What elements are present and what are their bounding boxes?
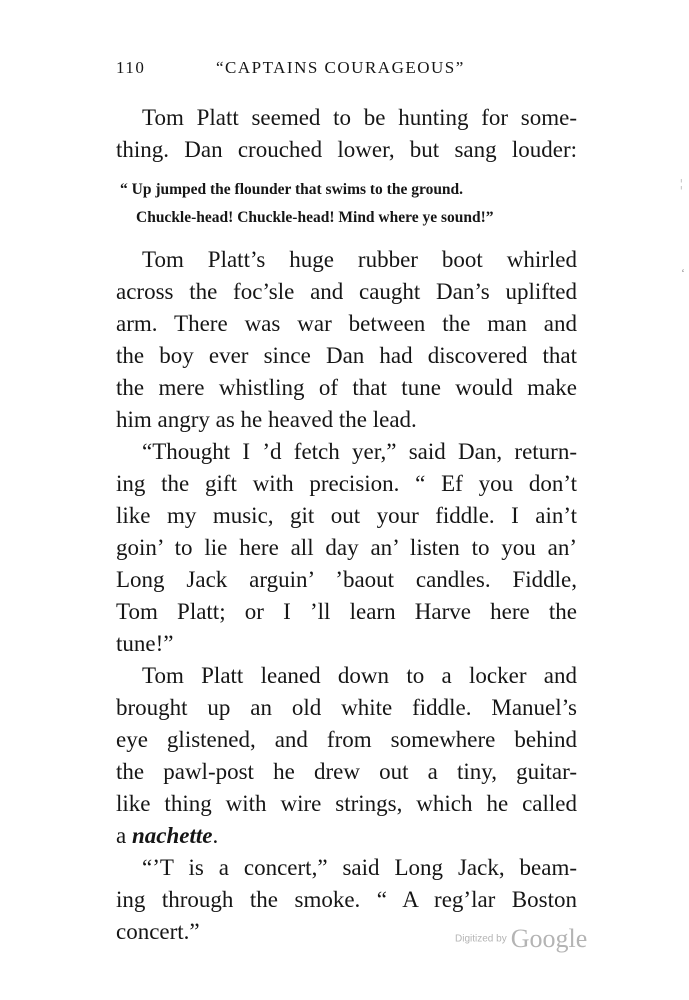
paragraph-2 (116, 244, 577, 436)
paragraph-1 (116, 102, 577, 166)
text-line: Tom Platt seemed to be hunting for some- (142, 105, 577, 130)
digitized-watermark (455, 924, 587, 954)
text-line: the boy ever since Dan had discovered that (116, 343, 577, 368)
text-line: Tom Platt; or I ’ll learn Harve here the (116, 599, 577, 624)
text-line: ing through the smoke. “ A reg’lar Boston (116, 887, 577, 912)
watermark-prefix: Digitized by (455, 933, 507, 945)
italic-word: nachette (131, 823, 213, 848)
text-line: the pawl-post he drew out a tiny, guitar- (116, 759, 577, 784)
text-line: brought up an old white fiddle. Manuel’s (116, 695, 577, 720)
text-line: arm. There was war between the man and (116, 311, 577, 336)
text-line: like my music, git out your fiddle. I ain’t (116, 503, 577, 528)
verse-line: Chuckle-head! Chuckle-head! Mind where ye sound!” (136, 209, 494, 226)
text-line: the mere whistling of that tune would make (116, 375, 577, 400)
song-verse (120, 176, 590, 232)
text-line: Tom Platt’s huge rubber boot whirled (142, 247, 577, 272)
text-line: concert.” (116, 919, 200, 944)
text-line: goin’ to lie here all day an’ listen to you an’ (116, 535, 577, 560)
scan-artifact-mark: ‘ (681, 266, 685, 280)
text-line: Tom Platt leaned down to a locker and (142, 663, 577, 688)
running-title: “CAPTAINS COURAGEOUS” (216, 58, 465, 77)
text-line: “Thought I ’d fetch yer,” said Dan, return- (142, 439, 577, 464)
text-line: “’T is a concert,” said Long Jack, beam- (142, 855, 577, 880)
text-fragment: a (116, 823, 132, 848)
text-line: thing. Dan crouched lower, but sang louder: (116, 137, 577, 162)
paragraph-4 (116, 660, 577, 852)
text-line: tune!” (116, 631, 174, 656)
page-number: 110 (116, 58, 146, 77)
text-line-with-italic (116, 820, 577, 852)
scan-artifact-mark: ¦ (680, 176, 683, 190)
text-line: him angry as he heaved the lead. (116, 407, 417, 432)
text-line: like thing with wire strings, which he called (116, 791, 577, 816)
google-logo: Google (510, 924, 588, 953)
text-line: eye glistened, and from somewhere behind (116, 727, 577, 752)
paragraph-3 (116, 436, 577, 660)
text-line: ing the gift with precision. “ Ef you don’t (116, 471, 577, 496)
text-line: across the foc’sle and caught Dan’s uplifted (116, 279, 577, 304)
verse-line: “ Up jumped the flounder that swims to the ground. (120, 181, 464, 198)
text-fragment: . (212, 823, 219, 848)
text-line: Long Jack arguin’ ’baout candles. Fiddle, (116, 567, 577, 592)
page-header (116, 58, 586, 82)
